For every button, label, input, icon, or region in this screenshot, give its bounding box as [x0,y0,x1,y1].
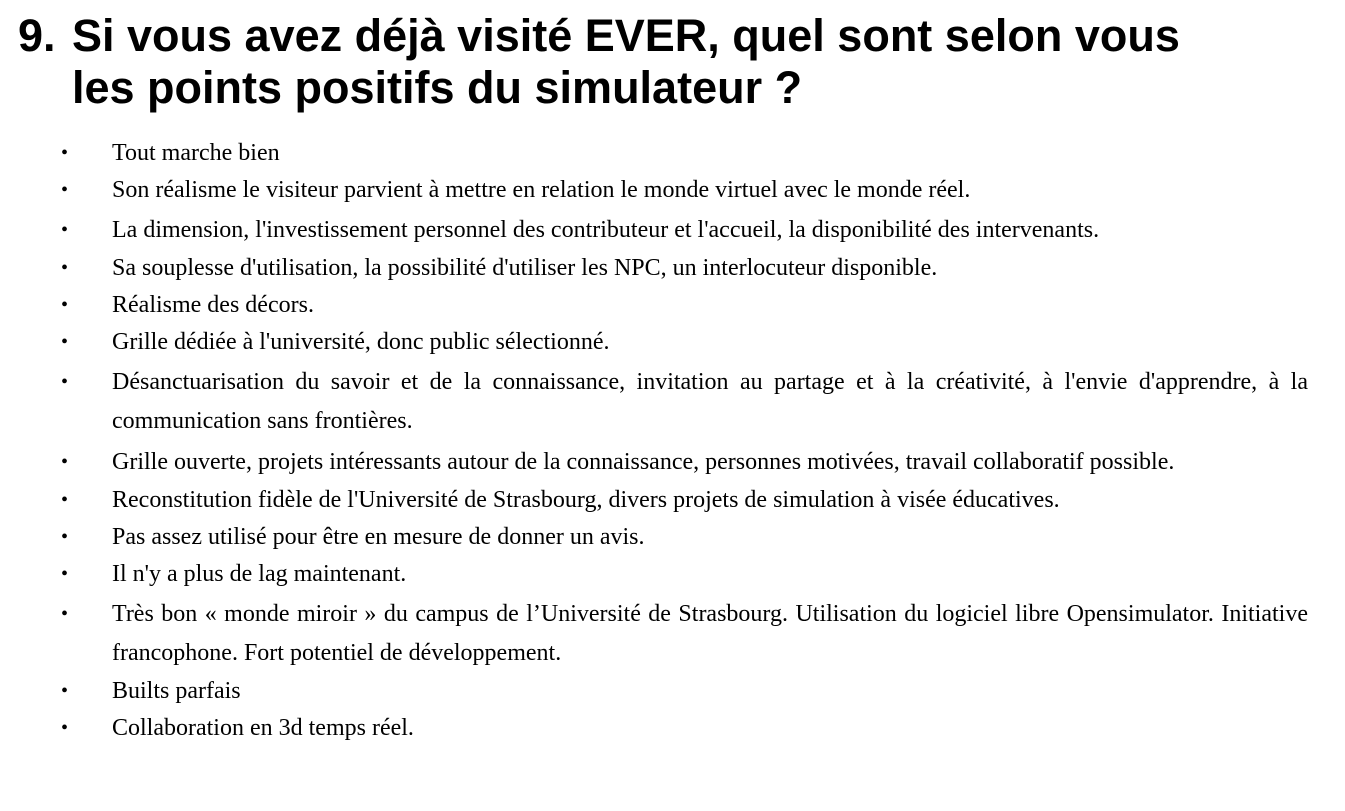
list-item-text: Builts parfais [112,678,241,704]
bullet-icon: • [61,526,69,548]
question-title-line-2: les points positifs du simulateur ? [72,62,803,113]
list-item [58,326,1308,358]
list-item-text: Collaboration en 3d temps réel. [112,715,414,741]
list-item-text: Pas assez utilisé pour être en mesure de donner un avis. [112,524,645,550]
list-item [58,174,1308,206]
list-item [58,211,1308,250]
bullet-icon: • [61,294,69,316]
question-heading [18,10,1328,114]
list-item-text: Grille ouverte, projets intéressants autour de la connaissance, personnes motivées, travail collaboratif possible. [112,449,1175,475]
list-item-text: Très bon « monde miroir » du campus de l’Université de Strasbourg. Utilisation du logiciel libre Opensimulator. Initiative francophone. Fort potentiel de développement. [112,601,1308,666]
list-item-text: Tout marche bien [112,140,280,166]
list-item [58,252,1308,284]
bullet-icon: • [61,603,69,625]
question-title-line-1: Si vous avez déjà visité EVER, quel sont selon vous [72,10,1180,61]
list-item [58,137,1308,169]
bullet-icon: • [61,371,69,393]
answer-list [58,137,1308,749]
bullet-icon: • [61,142,69,164]
list-item-text: Son réalisme le visiteur parvient à mettre en relation le monde virtuel avec le monde réel. [112,177,971,203]
bullet-icon: • [61,179,69,201]
list-item [58,558,1308,590]
list-item-text: La dimension, l'investissement personnel des contributeur et l'accueil, la disponibilité des intervenants. [112,217,1100,243]
bullet-icon: • [61,451,69,473]
list-item-text: Sa souplesse d'utilisation, la possibilité d'utiliser les NPC, un interlocuteur disponible. [112,255,938,281]
bullet-icon: • [61,331,69,353]
list-item [58,712,1308,744]
list-item [58,289,1308,321]
bullet-icon: • [61,717,69,739]
bullet-icon: • [61,257,69,279]
bullet-icon: • [61,563,69,585]
list-item-text: Il n'y a plus de lag maintenant. [112,561,407,587]
list-item [58,675,1308,707]
bullet-icon: • [61,219,69,241]
list-item-text: Reconstitution fidèle de l'Université de Strasbourg, divers projets de simulation à visée éducatives. [112,487,1060,513]
bullet-icon: • [61,489,69,511]
list-item [58,521,1308,553]
bullet-icon: • [61,680,69,702]
list-item [58,363,1308,441]
list-item-text: Grille dédiée à l'université, donc public sélectionné. [112,329,610,355]
list-item-text: Réalisme des décors. [112,292,314,318]
question-number: 9. [18,10,56,61]
list-item [58,484,1308,516]
list-item [58,443,1308,482]
list-item [58,595,1308,673]
list-item-text: Désanctuarisation du savoir et de la connaissance, invitation au partage et à la créativité, à l'envie d'apprendre, à la communication sans frontières. [112,369,1308,434]
